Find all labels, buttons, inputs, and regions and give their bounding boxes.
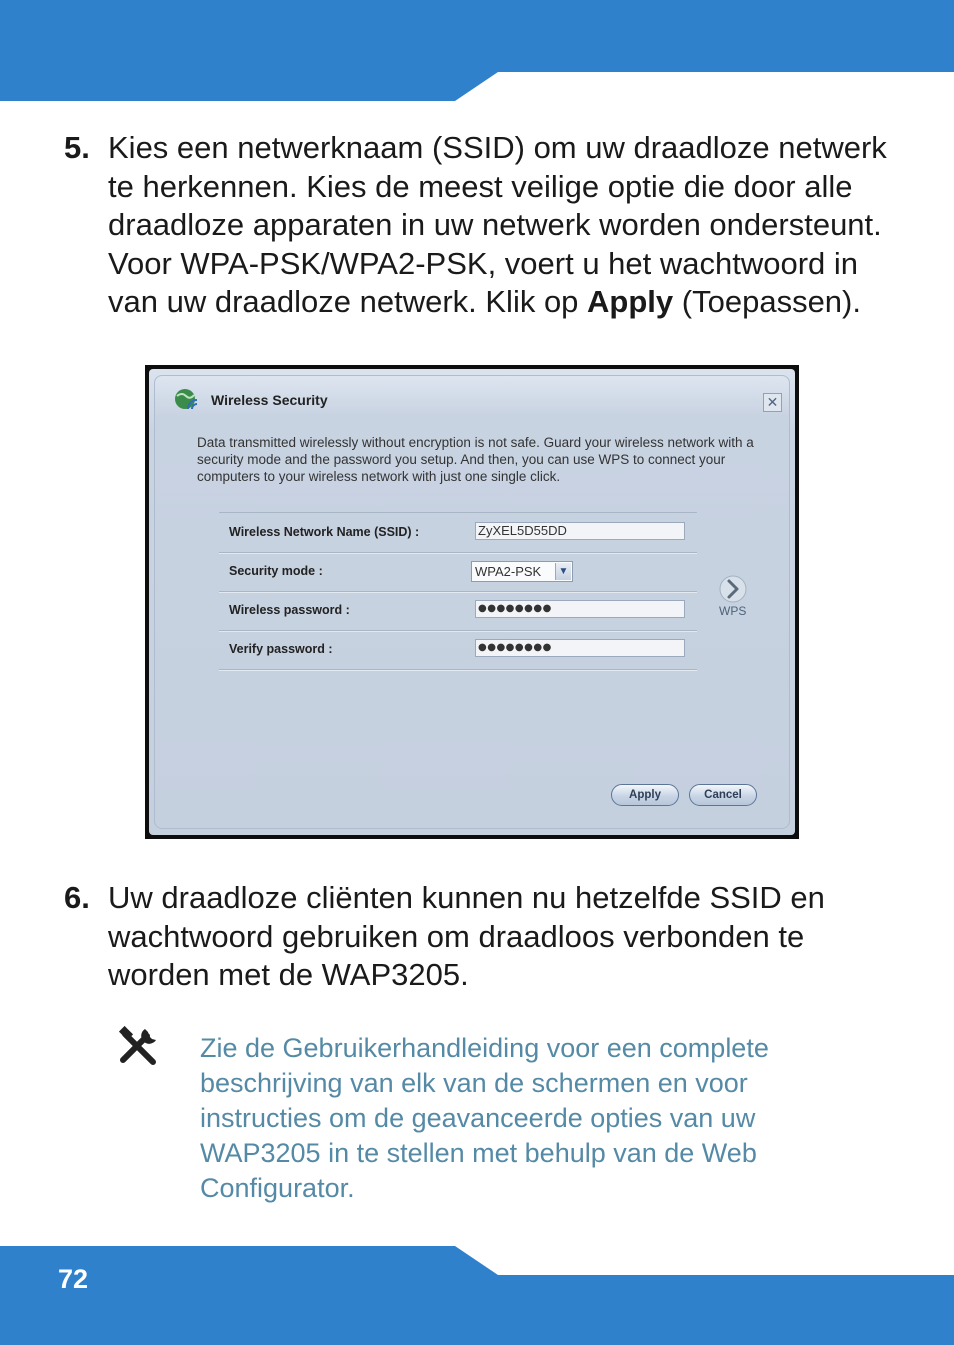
chevron-down-icon: ▼ (555, 563, 571, 580)
note-text: Zie de Gebruikerhandleiding voor een complete beschrijving van elk van de schermen en voor instructies om de geavanceerde opties van uw WAP3205 in te stellen met behulp van de Web Configurator. (200, 1033, 769, 1203)
verify-password-input[interactable]: ●●●●●●●● (475, 639, 685, 657)
dialog-title: Wireless Security (211, 392, 328, 408)
security-mode-row (219, 552, 697, 592)
wps-arrow-icon[interactable] (718, 574, 748, 604)
step-text: Uw draadloze cliënten kunnen nu hetzelfde SSID en wachtwoord gebruiken om draadloos verbonden te worden met de WAP3205. (108, 880, 825, 992)
apply-button[interactable]: Apply (611, 784, 679, 806)
footer-band (0, 1246, 954, 1345)
dialog-description: Data transmitted wirelessly without encryption is not safe. Guard your wireless network with a security mode and the password you setup. And then, you can use WPS to connect your computers to your wireless network with just one single click. (197, 435, 754, 484)
wireless-password-label: Wireless password : (229, 603, 350, 617)
apply-keyword: Apply (587, 284, 674, 319)
security-mode-select[interactable] (471, 561, 573, 582)
security-mode-value: WPA2-PSK (475, 564, 542, 579)
wireless-password-row (219, 591, 697, 631)
verify-password-row (219, 630, 697, 670)
page-number: 72 (58, 1264, 89, 1294)
step-number: 5. (64, 130, 90, 165)
tools-icon (117, 1026, 161, 1066)
wireless-globe-icon (174, 387, 200, 411)
screenshot-frame (145, 365, 799, 839)
security-mode-label: Security mode : (229, 564, 323, 578)
wireless-security-dialog (149, 369, 795, 835)
step-number: 6. (64, 880, 90, 915)
close-icon[interactable]: ✕ (763, 393, 782, 412)
wps-label[interactable]: WPS (719, 604, 747, 618)
step-text: Kies een netwerknaam (SSID) om uw draadloze netwerk te herkennen. Kies de meest veilige optie die door alle draadloze apparaten in uw netwerk worden ondersteunt. Voor WPA-PSK/WPA2-PSK, voert u het wachtwoord in van uw draadloze netwerk. Klik op Apply (Toepassen). (108, 130, 887, 319)
ssid-row (219, 512, 697, 553)
ssid-input[interactable]: ZyXEL5D55DD (475, 522, 685, 540)
ssid-label: Wireless Network Name (SSID) : (229, 525, 420, 539)
header-band (0, 0, 954, 102)
cancel-button[interactable]: Cancel (689, 784, 757, 806)
verify-password-label: Verify password : (229, 642, 333, 656)
wireless-password-input[interactable]: ●●●●●●●● (475, 600, 685, 618)
